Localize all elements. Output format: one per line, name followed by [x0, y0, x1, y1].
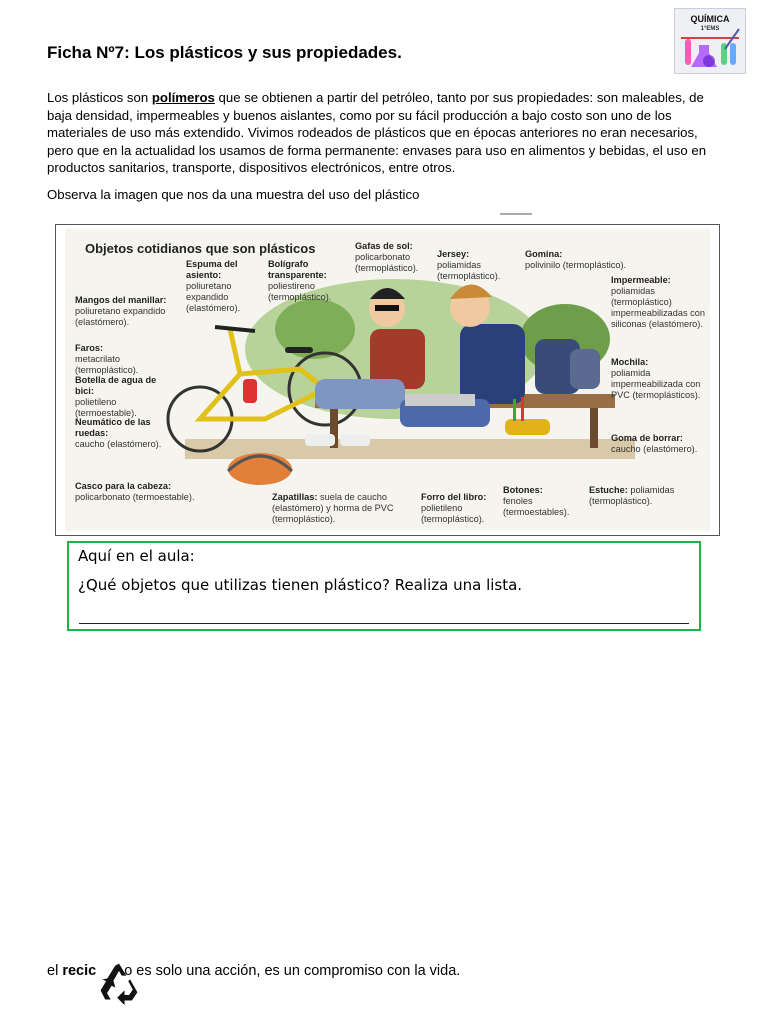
subject-logo [674, 8, 746, 74]
label-goma: Goma de borrar: caucho (elastómero). [611, 433, 698, 454]
illustration-panel [65, 229, 710, 531]
label-botella: Botella de agua de bici: polietileno (termoestable). [75, 375, 157, 418]
label-estuche: Estuche: poliamidas (termoplástico). [589, 485, 675, 506]
label-mangos: Mangos del manillar: poliuretano expandido (elastómero). [75, 295, 167, 327]
label-gomina: Gomina: polivinilo (termoplástico). [525, 249, 627, 270]
label-boligrafo: Bolígrafo transparente: poliestireno (termoplástico). [268, 259, 332, 302]
page-title: Ficha Nº7: Los plásticos y sus propiedades. [47, 43, 402, 62]
label-jersey: Jersey: poliamidas (termoplástico). [437, 249, 501, 281]
activity-question: ¿Qué objetos que utilizas tienen plástico? Realiza una lista. [78, 576, 523, 594]
intro-paragraph [47, 89, 727, 177]
label-gafas: Gafas de sol: policarbonato (termoplástico). [355, 241, 419, 273]
chemistry-lab-icon [675, 9, 745, 73]
plastics-illustration [55, 224, 720, 536]
observe-instruction: Observa la imagen que nos da una muestra del uso del plástico [47, 187, 420, 202]
label-neumatico: Neumático de las ruedas: caucho (elastómero). [75, 417, 162, 449]
label-mochila: Mochila: poliamida impermeabilizada con PVC (termoplásticos). [611, 357, 701, 400]
classroom-activity-box [67, 541, 701, 631]
label-faros: Faros: metacrilato (termoplástico). [75, 343, 139, 375]
label-espuma: Espuma del asiento: poliuretano expandido (elastómero). [186, 259, 241, 313]
answer-line[interactable] [79, 623, 689, 624]
label-impermeable: Impermeable: poliamidas (termoplástico) impermeabilizadas con siliconas (elastómero). [611, 275, 705, 329]
intro-text-rest: que se obtienen a partir del petróleo, tanto por sus propiedades: son maleables, de baja densidad, impermeables y buenos aislantes, como por su fácil producción a bajo costo son uno de los materiales de uso más extendido. Vivimos rodeados de plásticos que en épocas anteriores no eran necesarios, pero que en la actualidad los usamos de forma permanente: envases para uso en alimentos y bebidas, el uso en productos sanitarios, transporte, dispositivos electrónicos, entre otros. [47, 90, 707, 175]
logo-title: QUÍMICA [690, 14, 730, 24]
footer-post: o es solo una acción, es un compromiso con la vida. [124, 963, 461, 979]
activity-heading: Aquí en el aula: [78, 547, 195, 565]
keyword-polimeros: polímeros [151, 90, 215, 105]
intro-text-start: Los plásticos son [47, 90, 152, 105]
tiny-mark [500, 213, 532, 215]
label-forro: Forro del libro: polietileno (termoplástico). [421, 492, 487, 524]
label-casco: Casco para la cabeza: policarbonato (termoestable). [75, 481, 195, 502]
label-zapatillas: Zapatillas: suela de caucho (elastómero) y horma de PVC (termoplástico). [272, 492, 394, 524]
footer-bold: recic [62, 963, 97, 979]
footer-pre: el [47, 963, 63, 979]
illustration-title: Objetos cotidianos que son plásticos [85, 241, 316, 256]
logo-subtitle: 1°EMS [700, 26, 720, 32]
recycle-icon [96, 960, 142, 1006]
label-botones: Botones: fenoles (termoestables). [503, 485, 570, 517]
